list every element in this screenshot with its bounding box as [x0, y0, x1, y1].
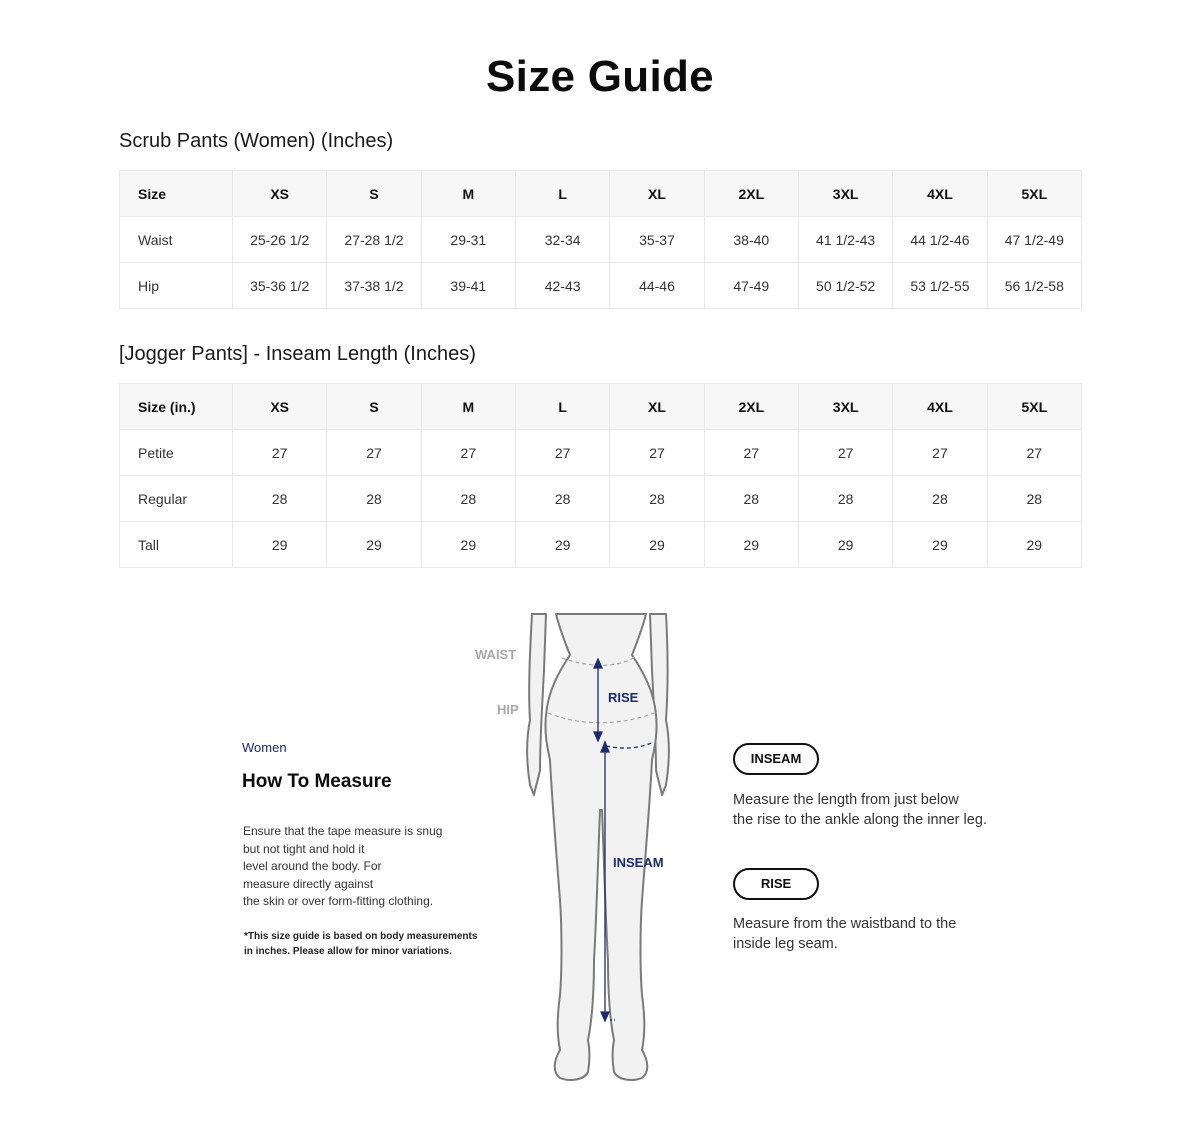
table-cell: 50 1/2-52	[798, 263, 892, 309]
table-cell: 38-40	[704, 217, 798, 263]
header-cell: M	[421, 384, 515, 430]
table-header-row	[120, 171, 1082, 217]
table-cell: 35-37	[610, 217, 704, 263]
row-label: Hip	[120, 263, 233, 309]
table-cell: 47-49	[704, 263, 798, 309]
header-cell: XS	[233, 384, 327, 430]
table-cell: 27	[515, 430, 609, 476]
table-cell: 28	[893, 476, 987, 522]
header-cell: S	[327, 171, 421, 217]
page-title: Size Guide	[486, 52, 714, 101]
header-cell: S	[327, 384, 421, 430]
table-cell: 29	[704, 522, 798, 568]
table-cell: 44 1/2-46	[893, 217, 987, 263]
how-to-measure-body: Ensure that the tape measure is snug but not tight and hold it level around the body. For measure directly against the skin or over form-fitting clothing.	[243, 824, 443, 908]
table-cell: 27-28 1/2	[327, 217, 421, 263]
measurement-note: *This size guide is based on body measurements in inches. Please allow for minor variations.	[244, 930, 478, 957]
table-cell: 47 1/2-49	[987, 217, 1081, 263]
header-cell: 5XL	[987, 171, 1081, 217]
header-cell: 4XL	[893, 171, 987, 217]
table-cell: 29	[610, 522, 704, 568]
table-cell: 27	[610, 430, 704, 476]
table-cell: 28	[610, 476, 704, 522]
table-cell: 28	[987, 476, 1081, 522]
table-cell: 29	[327, 522, 421, 568]
table-cell: 28	[421, 476, 515, 522]
hip-label: HIP	[497, 702, 519, 717]
table-row-hip	[120, 263, 1082, 309]
table-cell: 27	[987, 430, 1081, 476]
header-cell: 2XL	[704, 384, 798, 430]
table-cell: 41 1/2-43	[798, 217, 892, 263]
inseam-badge: INSEAM	[733, 743, 819, 775]
row-label: Regular	[120, 476, 233, 522]
table-cell: 27	[893, 430, 987, 476]
table-cell: 29	[421, 522, 515, 568]
table-row-regular	[120, 476, 1082, 522]
jogger-inseam-table	[119, 383, 1082, 568]
scrub-table-title: Scrub Pants (Women) (Inches)	[119, 130, 394, 152]
table-cell: 28	[327, 476, 421, 522]
header-cell: XL	[610, 171, 704, 217]
table-cell: 28	[233, 476, 327, 522]
table-row-tall	[120, 522, 1082, 568]
table-cell: 29	[987, 522, 1081, 568]
table-cell: 29	[798, 522, 892, 568]
header-cell: M	[421, 171, 515, 217]
table-cell: 28	[704, 476, 798, 522]
table-cell: 29	[515, 522, 609, 568]
row-label: Waist	[120, 217, 233, 263]
header-cell: 3XL	[798, 384, 892, 430]
rise-label: RISE	[608, 690, 639, 705]
table-cell: 27	[421, 430, 515, 476]
table-cell: 29	[233, 522, 327, 568]
header-cell: XS	[233, 171, 327, 217]
table-cell: 27	[798, 430, 892, 476]
table-cell: 27	[327, 430, 421, 476]
header-cell: L	[515, 384, 609, 430]
header-cell: 4XL	[893, 384, 987, 430]
table-cell: 44-46	[610, 263, 704, 309]
row-label: Petite	[120, 430, 233, 476]
table-cell: 42-43	[515, 263, 609, 309]
table-row-waist	[120, 217, 1082, 263]
table-cell: 56 1/2-58	[987, 263, 1081, 309]
row-label: Tall	[120, 522, 233, 568]
table-cell: 29-31	[421, 217, 515, 263]
table-cell: 27	[704, 430, 798, 476]
header-cell: 2XL	[704, 171, 798, 217]
header-cell: L	[515, 171, 609, 217]
table-cell: 53 1/2-55	[893, 263, 987, 309]
table-cell: 28	[798, 476, 892, 522]
torso-legs-shape	[545, 614, 656, 1080]
how-to-measure-title: How To Measure	[242, 771, 392, 792]
table-row-petite	[120, 430, 1082, 476]
header-cell: 3XL	[798, 171, 892, 217]
inseam-description: Measure the length from just below the rise to the ankle along the inner leg.	[733, 792, 987, 828]
table-cell: 35-36 1/2	[233, 263, 327, 309]
category-label: Women	[242, 740, 287, 755]
header-cell: 5XL	[987, 384, 1081, 430]
rise-description: Measure from the waistband to the inside leg seam.	[733, 916, 957, 952]
how-to-measure-section	[242, 740, 542, 959]
table-cell: 39-41	[421, 263, 515, 309]
header-cell: Size (in.)	[120, 384, 233, 430]
table-cell: 37-38 1/2	[327, 263, 421, 309]
jogger-table-title: [Jogger Pants] - Inseam Length (Inches)	[119, 343, 476, 365]
table-header-row	[120, 384, 1082, 430]
header-cell: XL	[610, 384, 704, 430]
table-cell: 28	[515, 476, 609, 522]
table-cell: 32-34	[515, 217, 609, 263]
inseam-label: INSEAM	[613, 855, 664, 870]
table-cell: 25-26 1/2	[233, 217, 327, 263]
scrub-size-table	[119, 170, 1082, 309]
rise-badge: RISE	[733, 868, 819, 900]
waist-label: WAIST	[475, 647, 517, 662]
header-cell: Size	[120, 171, 233, 217]
table-cell: 29	[893, 522, 987, 568]
table-cell: 27	[233, 430, 327, 476]
